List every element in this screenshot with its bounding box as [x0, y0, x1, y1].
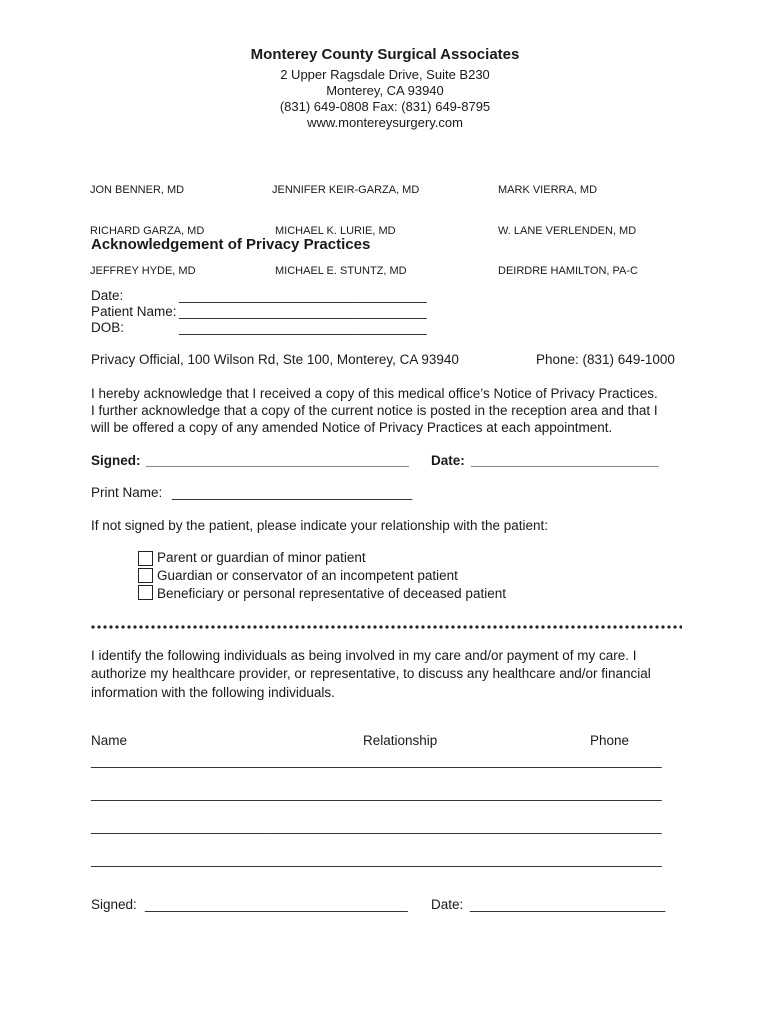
- website: www.montereysurgery.com: [307, 115, 463, 130]
- column-header-relationship: Relationship: [363, 733, 438, 748]
- ack-line: I further acknowledge that a copy of the current notice is posted in the reception area and that I: [91, 403, 658, 418]
- patient-name-label: Patient Name:: [91, 304, 177, 319]
- patient-name-field[interactable]: _________________________________: [179, 304, 427, 319]
- signature-date-label: Date:: [431, 453, 465, 468]
- doctor-name: MARK VIERRA, MD: [498, 184, 598, 196]
- print-name-field[interactable]: ________________________________: [172, 485, 413, 500]
- form-title: Acknowledgement of Privacy Practices: [91, 236, 371, 253]
- dotted-divider: [90, 625, 682, 629]
- bottom-signed-label: Signed:: [91, 897, 137, 912]
- authorization-line: information with the following individuals.: [91, 685, 335, 700]
- signature-date-field[interactable]: _________________________: [471, 453, 659, 468]
- address-line-2: Monterey, CA 93940: [326, 83, 444, 98]
- column-header-phone: Phone: [590, 733, 630, 748]
- contact-row-field[interactable]: ____________________________________________________________________________: [91, 819, 662, 834]
- contact-row-field[interactable]: ____________________________________________________________________________: [91, 753, 662, 768]
- dob-label: DOB:: [91, 320, 125, 335]
- checkbox-beneficiary[interactable]: [138, 585, 153, 600]
- doctor-name: JEFFREY HYDE, MD: [90, 265, 196, 277]
- relationship-prompt: If not signed by the patient, please indicate your relationship with the patient:: [91, 518, 549, 533]
- print-name-label: Print Name:: [91, 485, 163, 500]
- doctor-column-1: [90, 157, 204, 292]
- option-label: Beneficiary or personal representative of deceased patient: [157, 586, 506, 601]
- bottom-date-label: Date:: [431, 897, 464, 912]
- privacy-phone: Phone: (831) 649-1000: [536, 352, 675, 367]
- contact-row-field[interactable]: ____________________________________________________________________________: [91, 852, 662, 867]
- ack-line: I hereby acknowledge that I received a copy of this medical office’s Notice of Privacy Practices.: [91, 386, 658, 401]
- doctor-column-2: [272, 157, 419, 292]
- option-label: Guardian or conservator of an incompetent patient: [157, 568, 458, 583]
- doctor-name: JON BENNER, MD: [90, 184, 185, 196]
- bottom-date-field[interactable]: __________________________: [470, 897, 666, 912]
- date-label: Date:: [91, 288, 124, 303]
- signed-label: Signed:: [91, 453, 141, 468]
- privacy-official: Privacy Official, 100 Wilson Rd, Ste 100, Monterey, CA 93940: [91, 352, 459, 367]
- column-header-name: Name: [91, 733, 128, 748]
- dob-field[interactable]: _________________________________: [179, 320, 427, 335]
- phone-fax: (831) 649-0808 Fax: (831) 649-8795: [279, 99, 491, 114]
- address-line-1: 2 Upper Ragsdale Drive, Suite B230: [280, 67, 490, 82]
- option-label: Parent or guardian of minor patient: [157, 550, 366, 565]
- contact-row-field[interactable]: ____________________________________________________________________________: [91, 786, 662, 801]
- doctor-name: DEIRDRE HAMILTON, PA-C: [498, 265, 638, 277]
- authorization-line: authorize my healthcare provider, or representative, to discuss any healthcare and/or financial: [91, 666, 651, 681]
- checkbox-parent-guardian[interactable]: [138, 551, 153, 566]
- doctor-name: RICHARD GARZA, MD: [90, 224, 205, 237]
- doctor-name: W. LANE VERLENDEN, MD: [498, 224, 637, 237]
- authorization-line: I identify the following individuals as being involved in my care and/or payment of my care. I: [91, 648, 637, 663]
- checkbox-guardian-conservator[interactable]: [138, 568, 153, 583]
- practice-name: Monterey County Surgical Associates: [250, 46, 520, 63]
- bottom-signature-field[interactable]: ___________________________________: [145, 897, 408, 912]
- signature-field[interactable]: ___________________________________: [146, 453, 409, 468]
- date-field[interactable]: _________________________________: [179, 288, 427, 303]
- doctor-name: MICHAEL E. STUNTZ, MD: [275, 265, 407, 277]
- doctor-column-3: [498, 157, 638, 292]
- ack-line: will be offered a copy of any amended Notice of Privacy Practices at each appointment.: [91, 420, 613, 435]
- doctor-name: JENNIFER KEIR-GARZA, MD: [272, 184, 420, 196]
- doctor-name: MICHAEL K. LURIE, MD: [275, 224, 396, 237]
